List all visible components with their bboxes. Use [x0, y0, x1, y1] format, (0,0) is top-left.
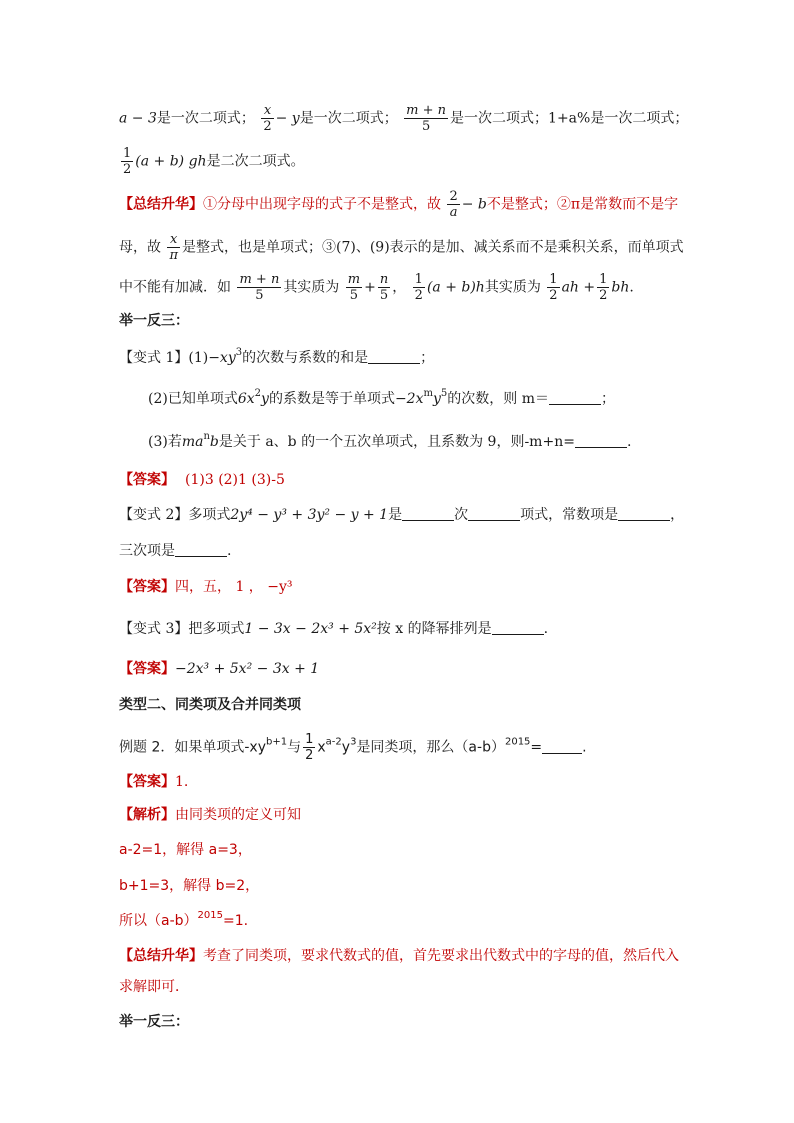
- text: 是二次二项式。: [206, 153, 305, 170]
- fraction-half: [303, 733, 315, 762]
- section-heading-practice: 举一反三：: [119, 1014, 189, 1030]
- text: 是一次二项式；: [156, 110, 255, 127]
- exponent: 3: [350, 736, 357, 748]
- frac-num: x: [263, 103, 272, 118]
- frac-den: 5: [349, 288, 359, 303]
- section-heading: 举一反三：: [119, 313, 189, 329]
- solution-step-1: a-2=1，解得 a=3，: [119, 842, 252, 858]
- answer-2: [119, 577, 694, 597]
- summary-1-line-2: [119, 233, 694, 262]
- expr: (a + b) gh: [135, 153, 207, 170]
- answer-blank[interactable]: [618, 506, 670, 521]
- answer-blank[interactable]: [402, 506, 454, 521]
- exponent: m: [423, 388, 433, 399]
- section-heading-type-2: 类型二、同类项及合并同类项: [119, 697, 301, 713]
- frac-num: m + n: [239, 272, 280, 287]
- plus-sign: +: [364, 279, 376, 296]
- variant-1-line-2: [148, 389, 694, 409]
- text: 是: [388, 507, 403, 523]
- summary-tag: 【总结升华】: [119, 948, 203, 964]
- summary-1-line-1: [119, 190, 694, 219]
- text: 是一次二项式；1+a%是一次二项式；: [450, 110, 689, 127]
- variant-2-line-2: [119, 541, 694, 561]
- exponent: n: [203, 431, 210, 442]
- fraction: [413, 273, 425, 302]
- polynomial: 1 − 3x − 2x³ + 5x²: [244, 621, 377, 637]
- expr: 6x: [237, 391, 255, 407]
- variant-1-line-1: [119, 348, 694, 368]
- frac-den: 2: [305, 748, 314, 763]
- text: x: [317, 739, 326, 756]
- summary-2-line-2: 求解即可．: [119, 979, 189, 995]
- text: .: [582, 739, 587, 756]
- expr: xy: [219, 350, 236, 366]
- variant-2-line-1: [119, 505, 694, 525]
- summary-text: 考查了同类项，要求代数式的值，首先要求出代数式中的字母的值，然后代入: [203, 948, 679, 964]
- fraction-m-plus-n-over-5: [404, 104, 448, 133]
- frac-num: x: [170, 232, 178, 247]
- text: 是同类项，那么（a-b）: [356, 739, 505, 756]
- text: 中不能有加减．如: [119, 279, 231, 296]
- frac-num: 1: [549, 272, 558, 287]
- expr: −2x: [394, 391, 424, 407]
- fraction: [346, 273, 362, 302]
- expr: y: [432, 391, 441, 407]
- text: 的次数与系数的和是: [242, 350, 369, 366]
- text: .: [626, 434, 632, 450]
- text: 是关于 a、b 的一个五次单项式，且系数为 9，则-m+n=: [218, 434, 575, 450]
- text: 其实质为: [283, 279, 340, 296]
- text: 母，故: [119, 239, 161, 256]
- expr: y: [261, 391, 269, 407]
- text: 按 x 的降幂排列是: [376, 621, 492, 637]
- frac-den: 2: [549, 288, 558, 303]
- answer-blank[interactable]: [575, 433, 627, 448]
- answer-text: −2x³ + 5x² − 3x + 1: [175, 661, 320, 677]
- text: 是一次二项式；: [299, 110, 398, 127]
- frac-num: 2: [449, 189, 458, 204]
- answer-3: [119, 659, 694, 679]
- answer-blank[interactable]: [492, 620, 544, 635]
- polynomial: 2y⁴ − y³ + 3y² − y + 1: [230, 507, 389, 523]
- expr: − b: [461, 196, 487, 213]
- answer-tag: 【答案】: [119, 774, 175, 790]
- fraction-x-over-pi: [167, 233, 180, 262]
- analysis-text: 由同类项的定义可知: [175, 807, 301, 823]
- comma: ，: [392, 279, 407, 296]
- analysis: [119, 805, 694, 825]
- fraction-half: [121, 147, 133, 176]
- expr-minus-y: − y: [275, 110, 300, 127]
- variant-tag: 【变式 2】: [119, 507, 189, 523]
- text: 是整式，也是单项式；③(7)、(9)表示的是加、减关系而不是乘积关系，而单项式: [182, 239, 684, 256]
- text: 次: [454, 507, 469, 523]
- text: 项式，常数项是: [520, 507, 619, 523]
- text: 的系数是等于单项式: [268, 391, 395, 407]
- text: 三次项是: [119, 543, 175, 559]
- exponent: 2: [254, 388, 262, 399]
- text: (3)若: [148, 434, 182, 450]
- frac-den: π: [169, 248, 178, 263]
- text: 的次数，则 m＝: [447, 391, 550, 407]
- intro-line-2: [119, 147, 694, 176]
- text: 与: [287, 739, 302, 756]
- text: ①分母中出现字母的式子不是整式，故: [203, 196, 441, 213]
- frac-num: 1: [123, 146, 132, 161]
- frac-num: 1: [305, 732, 314, 747]
- analysis-tag: 【解析】: [119, 807, 175, 823]
- answer-blank[interactable]: [542, 739, 582, 754]
- fraction-x-over-2: [261, 104, 273, 133]
- summary-1-line-3: [119, 273, 694, 302]
- variant-1-line-3: [148, 432, 694, 452]
- intro-line-1: [119, 104, 694, 133]
- text: 其实质为: [484, 279, 541, 296]
- answer-tag: 【答案】: [119, 472, 175, 488]
- expr: (a + b)h: [426, 279, 485, 296]
- answer-blank[interactable]: [468, 506, 520, 521]
- fraction-2-over-a: [447, 190, 459, 219]
- frac-num: 1: [414, 272, 423, 287]
- expr: b: [209, 434, 219, 450]
- answer-text: (1)3 (2)1 (3)-5: [185, 472, 285, 488]
- exponent: 3: [235, 347, 243, 358]
- frac-den: 5: [255, 288, 264, 303]
- frac-den: 2: [123, 162, 132, 177]
- text: ，: [670, 507, 685, 523]
- answer-1: [119, 470, 694, 490]
- text: (2)已知单项式: [148, 391, 238, 407]
- frac-den: 2: [263, 119, 272, 134]
- answer-tag: 【答案】: [119, 579, 175, 595]
- text: .: [543, 621, 549, 637]
- text: =1.: [222, 913, 249, 929]
- summary-2-line-1: [119, 946, 694, 966]
- fraction: [237, 273, 281, 302]
- answer-text: 1.: [175, 774, 189, 790]
- exponent: 5: [440, 388, 448, 399]
- variant-3: [119, 619, 694, 639]
- solution-step-2: b+1=3，解得 b=2，: [119, 878, 260, 894]
- text: 所以（a-b）: [119, 913, 198, 929]
- frac-num: 1: [599, 272, 608, 287]
- text: =: [530, 739, 543, 756]
- exponent: 2015: [197, 910, 223, 921]
- exponent: 2015: [504, 736, 531, 748]
- variant-tag: 【变式 3】: [119, 621, 189, 637]
- text: y: [341, 739, 351, 756]
- text: 把多项式: [188, 621, 245, 637]
- frac-den: 5: [421, 119, 431, 134]
- fraction: [378, 273, 390, 302]
- frac-num: n: [379, 272, 389, 287]
- text: 多项式: [188, 507, 231, 523]
- exponent: a-2: [325, 736, 342, 748]
- answer-text: 四，五， 1 ， −y³: [175, 579, 293, 595]
- expr: ma: [181, 434, 204, 450]
- frac-den: 5: [379, 288, 389, 303]
- frac-den: a: [449, 205, 458, 220]
- frac-den: 2: [414, 288, 423, 303]
- frac-den: 2: [599, 288, 608, 303]
- summary-tag: 【总结升华】: [119, 196, 203, 213]
- answer-4: [119, 772, 694, 792]
- exponent: b+1: [265, 736, 288, 748]
- text: .: [227, 543, 232, 559]
- expr-a-minus-3: a − 3: [119, 110, 157, 127]
- text: 例题 2．如果单项式-xy: [119, 739, 266, 756]
- fraction: [547, 273, 559, 302]
- period: .: [629, 279, 634, 296]
- expr: ah +: [561, 279, 596, 296]
- answer-blank[interactable]: [368, 349, 420, 364]
- frac-num: m: [347, 272, 361, 287]
- frac-num: m + n: [406, 103, 447, 118]
- text: ；: [420, 350, 435, 366]
- text: ；: [601, 391, 616, 407]
- text: (1)−: [188, 350, 220, 366]
- expr: bh: [611, 279, 630, 296]
- variant-tag: 【变式 1】: [119, 350, 189, 366]
- answer-blank[interactable]: [549, 390, 601, 405]
- solution-step-3: [119, 911, 694, 931]
- example-2: [119, 733, 694, 762]
- fraction: [597, 273, 609, 302]
- text: 不是整式；②π是常数而不是字: [486, 196, 679, 213]
- answer-tag: 【答案】: [119, 661, 175, 677]
- answer-blank[interactable]: [175, 542, 227, 557]
